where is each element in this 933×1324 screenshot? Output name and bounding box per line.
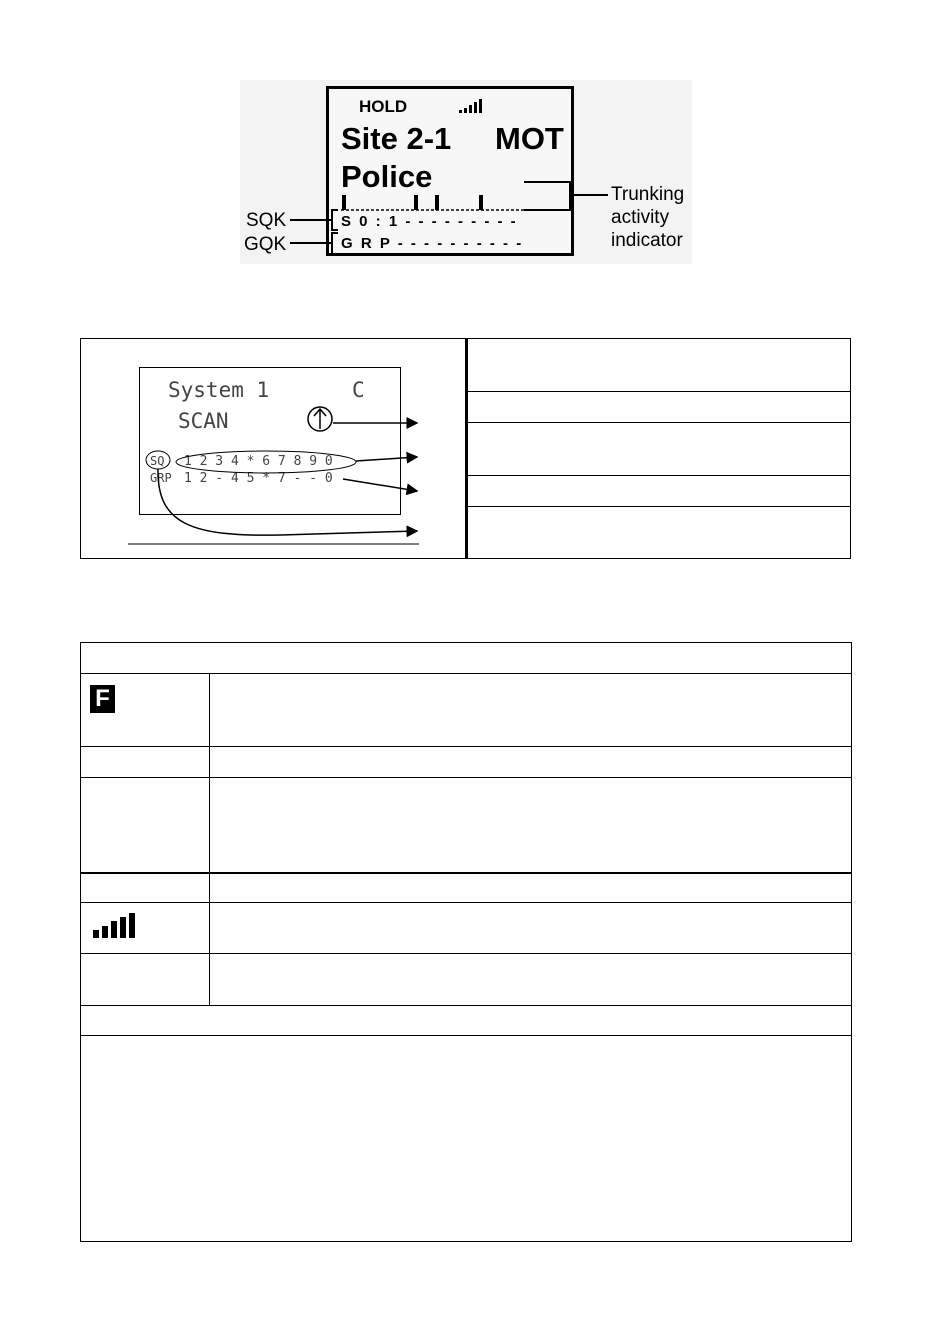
- table-row-divider: [81, 953, 851, 954]
- sqk-label: SQK: [246, 210, 287, 231]
- site-name: Site 2-1: [341, 121, 452, 156]
- grp-row: 1 2 - 4 5 * 7 - - 0: [184, 471, 333, 486]
- sq-label: SQ: [150, 454, 165, 468]
- f-function-icon: F: [90, 685, 115, 713]
- description-cell: [468, 339, 850, 392]
- table-row-divider: [81, 777, 851, 778]
- channel-name: Police: [341, 159, 433, 194]
- scan-label: SCAN: [178, 409, 229, 433]
- hold-status: HOLD: [359, 97, 408, 116]
- grp-label: GRP: [150, 471, 172, 485]
- trunking-display-figure: [240, 80, 692, 264]
- gqk-row: G R P - - - - - - - - - -: [341, 235, 524, 252]
- system-type: MOT: [495, 121, 564, 156]
- trunking-label-line1: Trunking: [611, 184, 685, 205]
- table-row-divider: [81, 673, 851, 674]
- signal-strength-icon: [93, 913, 137, 939]
- scan-display-table: [80, 338, 851, 559]
- mode-letter: C: [352, 378, 365, 402]
- icon-description-table: [80, 642, 852, 1242]
- table-row-divider: [81, 1005, 851, 1006]
- gqk-label: GQK: [244, 234, 287, 255]
- trunking-label-line3: indicator: [611, 230, 683, 251]
- description-cell: [468, 392, 850, 423]
- up-arrow-circle-icon: [308, 407, 332, 431]
- table-column-divider: [209, 673, 210, 1005]
- scan-callouts: [81, 339, 465, 558]
- sqk-row: S 0 : 1 - - - - - - - - -: [341, 213, 518, 230]
- description-cell: [468, 476, 850, 507]
- sq-row: 1 2 3 4 * 6 7 8 9 0: [184, 454, 333, 469]
- system-name: System 1: [168, 378, 270, 402]
- table-row-divider: [81, 1035, 851, 1036]
- description-cell: [468, 423, 850, 476]
- table-row-divider: [81, 902, 851, 903]
- table-row-divider: [81, 746, 851, 747]
- table-row-divider: [81, 872, 851, 874]
- trunking-label-line2: activity: [611, 207, 670, 228]
